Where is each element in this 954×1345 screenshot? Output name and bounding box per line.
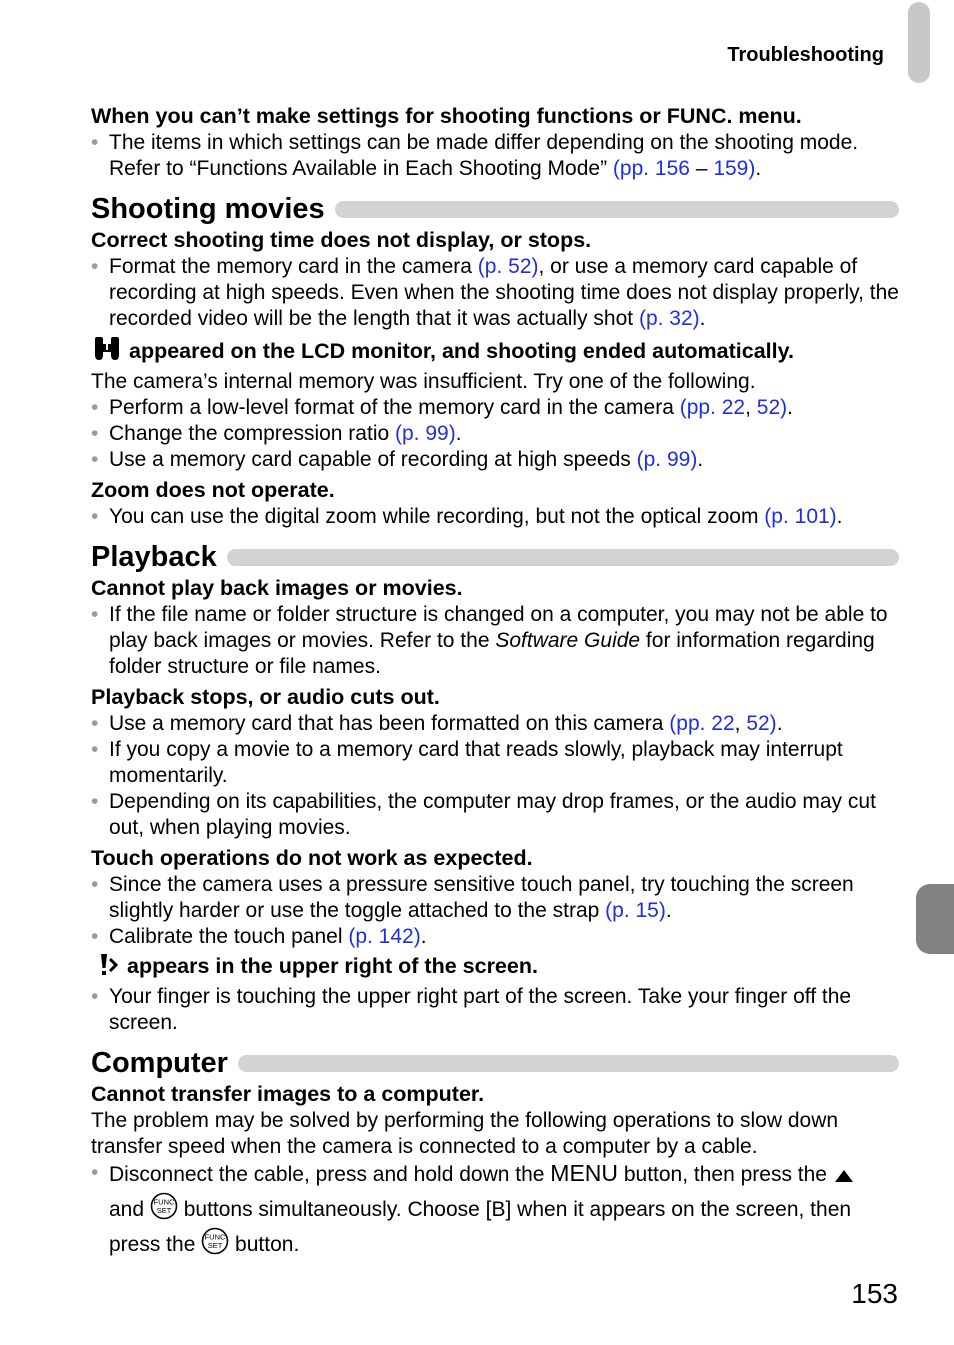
section-divider <box>238 1055 899 1072</box>
section-title: Playback <box>91 540 217 573</box>
page-link[interactable]: (p. 15) <box>605 899 666 922</box>
paragraph: The problem may be solved by performing the following operations to slow down transfer speed when the camera is connected to a computer by a cable. <box>91 1109 839 1158</box>
issue-heading: Zoom does not operate. <box>91 478 335 502</box>
section-title: Shooting movies <box>91 192 325 225</box>
list-item: • Use a memory card that has been formatted on this camera (pp. 22, 52). <box>91 711 899 737</box>
list-item: • Change the compression ratio (p. 99). <box>91 421 899 447</box>
list-item: • Your finger is touching the upper right part of the screen. Take your finger off the screen. <box>91 984 899 1036</box>
list-item: • Since the camera uses a pressure sensitive touch panel, try touching the screen slightly harder or use the toggle attached to the strap (p. 15). <box>91 872 899 924</box>
issue-heading: appears in the upper right of the screen. <box>91 953 899 984</box>
issue-heading: Cannot transfer images to a computer. <box>91 1082 485 1106</box>
func-set-icon <box>201 1227 229 1262</box>
issue-heading: appeared on the LCD monitor, and shooting ended automatically. <box>91 336 899 369</box>
page-link[interactable]: (p. 101) <box>764 505 837 528</box>
menu-button-icon: MENU <box>550 1160 619 1186</box>
func-icon-label-top: FUNC <box>204 1232 226 1242</box>
paragraph: The camera’s internal memory was insufficient. Try one of the following. <box>91 370 756 393</box>
func-set-icon <box>150 1192 178 1227</box>
page-number: 153 <box>851 1278 898 1309</box>
list-item: • If the file name or folder structure is changed on a computer, you may not be able to play back images or movies. Refer to the Software Guide for information regarding folder structure or file names. <box>91 602 899 680</box>
page-link[interactable]: 159) <box>713 157 756 180</box>
func-icon-label-bottom: SET <box>156 1206 172 1215</box>
list-item: • Use a memory card capable of recording at high speeds (p. 99). <box>91 447 899 473</box>
chapter-tab <box>908 2 930 83</box>
page-link[interactable]: (pp. 22 <box>679 396 746 419</box>
page-link[interactable]: 52) <box>746 712 777 735</box>
func-icon-label-top: FUNC <box>153 1197 175 1207</box>
section-title: Computer <box>91 1046 228 1079</box>
up-arrow-icon <box>833 1166 855 1192</box>
func-icon-label-bottom: SET <box>207 1241 223 1250</box>
memory-warning-icon <box>91 336 123 369</box>
issue-heading: Cannot play back images or movies. <box>91 576 463 600</box>
issue-heading: Playback stops, or audio cuts out. <box>91 685 440 709</box>
page-link[interactable]: (p. 99) <box>636 448 698 471</box>
section-header-shooting-movies <box>91 192 899 226</box>
issue-heading: Correct shooting time does not display, or stops. <box>91 228 592 252</box>
func-menu-heading: When you can’t make settings for shooting functions or FUNC. menu. <box>91 104 802 128</box>
list-item: • Calibrate the touch panel (p. 142). <box>91 924 899 950</box>
section-header-playback <box>91 540 899 574</box>
page-link[interactable]: (pp. 156 <box>612 157 690 180</box>
list-item: • If you copy a movie to a memory card that reads slowly, playback may interrupt momentarily. <box>91 737 899 789</box>
page-link[interactable]: 52) <box>756 396 788 419</box>
list-item: • The items in which settings can be made differ depending on the shooting mode. Refer to “Functions Available in Each Shooting Mode” (pp. 156 – 159). <box>91 130 899 182</box>
issue-heading: Touch operations do not work as expected. <box>91 846 533 870</box>
page-content <box>91 103 899 1262</box>
list-item: • Perform a low-level format of the memory card in the camera (pp. 22, 52). <box>91 395 899 421</box>
page-link[interactable]: (p. 52) <box>477 255 539 278</box>
thumb-index-tab <box>916 884 954 954</box>
list-item: • Disconnect the cable, press and hold down the MENU button, then press the and FUNC SET buttons simultaneously. Choose [B] when it appears on the screen, then press the FUNC SET button. <box>91 1160 899 1262</box>
list-item: • Format the memory card in the camera (p. 52), or use a memory card capable of recording at high speeds. Even when the shooting time does not display properly, the recorded video will be the length that it was actually shot (p. 32). <box>91 254 899 332</box>
section-header-computer <box>91 1046 899 1080</box>
page-link[interactable]: (p. 99) <box>395 422 456 445</box>
section-divider <box>227 549 899 566</box>
list-item: • You can use the digital zoom while recording, but not the optical zoom (p. 101). <box>91 504 899 530</box>
section-divider <box>335 201 899 218</box>
page-link[interactable]: (p. 32) <box>638 307 700 330</box>
page-link[interactable]: (pp. 22 <box>669 712 735 735</box>
touch-warning-icon <box>97 953 121 984</box>
list-item: • Depending on its capabilities, the computer may drop frames, or the audio may cut out, when playing movies. <box>91 789 899 841</box>
running-head: Troubleshooting <box>727 44 884 66</box>
page-link[interactable]: (p. 142) <box>348 925 421 948</box>
